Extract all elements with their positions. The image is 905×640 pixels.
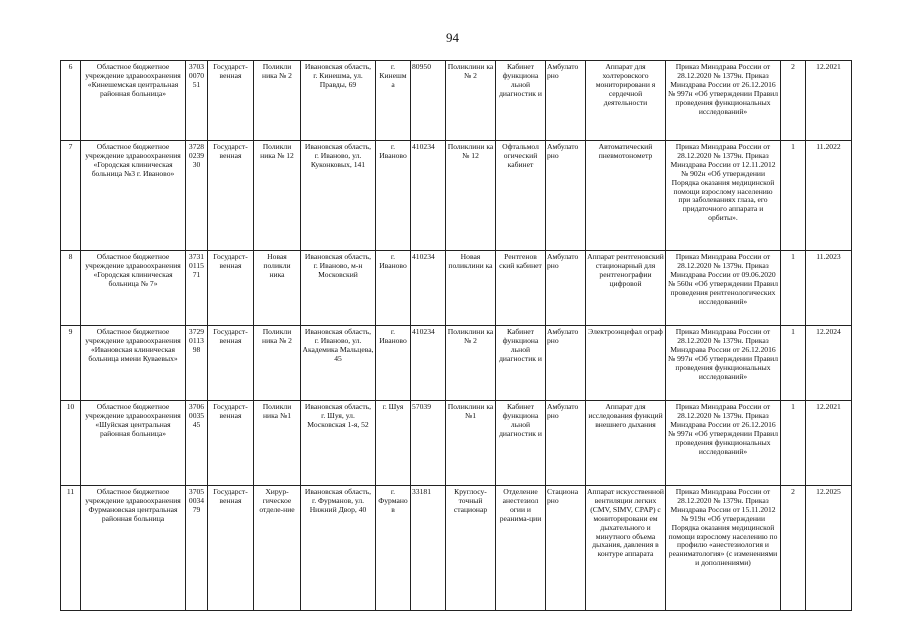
cell-equip: Автоматический пневмотонометр	[586, 141, 666, 251]
cell-care: Амбулато рно	[546, 61, 586, 141]
table-row	[61, 401, 852, 486]
cell-org: Областное бюджетное учреждение здравоохранения Фурмановская центральная районная больница	[81, 486, 186, 611]
cell-date: 12.2021	[806, 401, 852, 486]
cell-order: Приказ Минздрава России от 28.12.2020 № 1379н. Приказ Минздрава России от 09.06.2020 № 560н «Об утверждении Правил проведения рентгенологических исследований»	[666, 251, 781, 326]
cell-dept: Новая поликлини ка	[446, 251, 496, 326]
cell-zip: 410234	[411, 141, 446, 251]
cell-n: 6	[61, 61, 81, 141]
cell-zip: 57039	[411, 401, 446, 486]
cell-city: г. Кинешм а	[376, 61, 411, 141]
cell-addr: Ивановская область, г. Иваново, м-н Московский	[301, 251, 376, 326]
cell-unit: Хирур-гическое отделе-ние	[254, 486, 301, 611]
cell-form: Государст-венная	[208, 486, 254, 611]
cell-org: Областное бюджетное учреждение здравоохранения «Кинешемская центральная районная больница»	[81, 61, 186, 141]
cell-room: Рентгенов ский кабинет	[496, 251, 546, 326]
cell-dept: Поликлини ка № 2	[446, 326, 496, 401]
cell-dept: Поликлини ка № 12	[446, 141, 496, 251]
cell-org: Областное бюджетное учреждение здравоохранения «Городская клиническая больница № 7»	[81, 251, 186, 326]
cell-order: Приказ Минздрава России от 28.12.2020 № 1379н. Приказ Минздрава России от 26.12.2016 № 997н «Об утверждении Правил проведения функциональных исследований»	[666, 61, 781, 141]
cell-n: 8	[61, 251, 81, 326]
table-row	[61, 486, 852, 611]
cell-qty: 2	[781, 61, 806, 141]
table-row	[61, 251, 852, 326]
cell-care: Стациона рно	[546, 486, 586, 611]
cell-org: Областное бюджетное учреждение здравоохранения «Городская клиническая больница №3 г. Иваново»	[81, 141, 186, 251]
cell-n: 11	[61, 486, 81, 611]
cell-n: 7	[61, 141, 81, 251]
cell-date: 12.2021	[806, 61, 852, 141]
cell-room: Кабинет функциона льной диагностик и	[496, 61, 546, 141]
cell-n: 9	[61, 326, 81, 401]
cell-form: Государст-венная	[208, 251, 254, 326]
cell-form: Государст-венная	[208, 401, 254, 486]
cell-city: г. Иваново	[376, 326, 411, 401]
cell-care: Амбулато рно	[546, 251, 586, 326]
cell-room: Кабинет функциона льной диагностик и	[496, 326, 546, 401]
cell-qty: 1	[781, 401, 806, 486]
cell-n: 10	[61, 401, 81, 486]
table-row	[61, 326, 852, 401]
cell-room: Офтальмол огический кабинет	[496, 141, 546, 251]
cell-code: 3703 0070 51	[186, 61, 208, 141]
cell-unit: Поликли ника №1	[254, 401, 301, 486]
cell-code: 3728 0239 30	[186, 141, 208, 251]
cell-qty: 1	[781, 141, 806, 251]
cell-unit: Новая поликли ника	[254, 251, 301, 326]
page-number: 94	[446, 30, 459, 45]
cell-care: Амбулато рно	[546, 326, 586, 401]
table-row	[61, 61, 852, 141]
cell-qty: 1	[781, 251, 806, 326]
cell-code: 3729 0113 98	[186, 326, 208, 401]
cell-zip: 33181	[411, 486, 446, 611]
cell-order: Приказ Минздрава России от 28.12.2020 № 1379н. Приказ Минздрава России от 15.11.2012 № 919н «Об утверждении Порядка оказания медицинской помощи взрослому населению по профилю «анестезиология и реаниматология» (с изменениями и дополнениями)	[666, 486, 781, 611]
cell-city: г. Фурмано в	[376, 486, 411, 611]
cell-qty: 2	[781, 486, 806, 611]
cell-qty: 1	[781, 326, 806, 401]
cell-unit: Поликли ника № 2	[254, 61, 301, 141]
cell-dept: Поликлини ка № 2	[446, 61, 496, 141]
cell-order: Приказ Минздрава России от 28.12.2020 № 1379н. Приказ Минздрава России от 12.11.2012 № 902н «Об утверждении Порядка оказания медицинской помощи взрослому населению при заболеваниях глаза, его придаточного аппарата и орбиты».	[666, 141, 781, 251]
cell-unit: Поликли ника № 12	[254, 141, 301, 251]
cell-code: 3706 0035 45	[186, 401, 208, 486]
cell-order: Приказ Минздрава России от 28.12.2020 № 1379н. Приказ Минздрава России от 26.12.2016 № 997н «Об утверждении Правил проведения функциональных исследований»	[666, 326, 781, 401]
cell-city: г. Иваново	[376, 251, 411, 326]
cell-dept: Круглосу-точный стационар	[446, 486, 496, 611]
cell-equip: Аппарат рентгеновский стационарный для рентгенографии цифровой	[586, 251, 666, 326]
cell-city: г. Иваново	[376, 141, 411, 251]
cell-date: 12.2024	[806, 326, 852, 401]
cell-zip: 80950	[411, 61, 446, 141]
cell-equip: Аппарат для холтеровского мониторировани я сердечной деятельности	[586, 61, 666, 141]
cell-city: г. Шуя	[376, 401, 411, 486]
cell-zip: 410234	[411, 326, 446, 401]
cell-code: 3705 0034 79	[186, 486, 208, 611]
cell-equip: Аппарат для исследования функций внешнего дыхания	[586, 401, 666, 486]
cell-form: Государст-венная	[208, 61, 254, 141]
cell-date: 12.2025	[806, 486, 852, 611]
cell-equip: Электроэнцефал ограф	[586, 326, 666, 401]
cell-room: Отделение анестезиол огии и реанима-ции	[496, 486, 546, 611]
cell-org: Областное бюджетное учреждение здравоохранения «Шуйская центральная районная больница»	[81, 401, 186, 486]
cell-form: Государст-венная	[208, 141, 254, 251]
cell-date: 11.2022	[806, 141, 852, 251]
cell-unit: Поликли ника № 2	[254, 326, 301, 401]
equipment-table	[60, 60, 852, 611]
cell-room: Кабинет функциона льной диагностик и	[496, 401, 546, 486]
cell-dept: Поликлини ка №1	[446, 401, 496, 486]
cell-care: Амбулато рно	[546, 401, 586, 486]
table-row	[61, 141, 852, 251]
cell-addr: Ивановская область, г. Иваново, ул. Куконковых, 141	[301, 141, 376, 251]
cell-org: Областное бюджетное учреждение здравоохранения «Ивановская клиническая больница имени Куваевых»	[81, 326, 186, 401]
cell-addr: Ивановская область, г. Кинешма, ул. Правды, 69	[301, 61, 376, 141]
cell-order: Приказ Минздрава России от 28.12.2020 № 1379н. Приказ Минздрава России от 26.12.2016 № 997н «Об утверждении Правил проведения функциональных исследований»	[666, 401, 781, 486]
cell-code: 3731 0115 71	[186, 251, 208, 326]
cell-addr: Ивановская область, г. Фурманов, ул. Нижний Двор, 40	[301, 486, 376, 611]
cell-care: Амбулато рно	[546, 141, 586, 251]
cell-equip: Аппарат искусственной вентиляции легких (CMV, SIMV, CPAP) с мониторировани ем дыхательного и минутного объема дыхания, давления в контуре аппарата	[586, 486, 666, 611]
cell-date: 11.2023	[806, 251, 852, 326]
cell-zip: 410234	[411, 251, 446, 326]
cell-form: Государст-венная	[208, 326, 254, 401]
cell-addr: Ивановская область, г. Шуя, ул. Московская 1-я, 52	[301, 401, 376, 486]
cell-addr: Ивановская область, г. Иваново, ул. Академика Мальцева, 45	[301, 326, 376, 401]
